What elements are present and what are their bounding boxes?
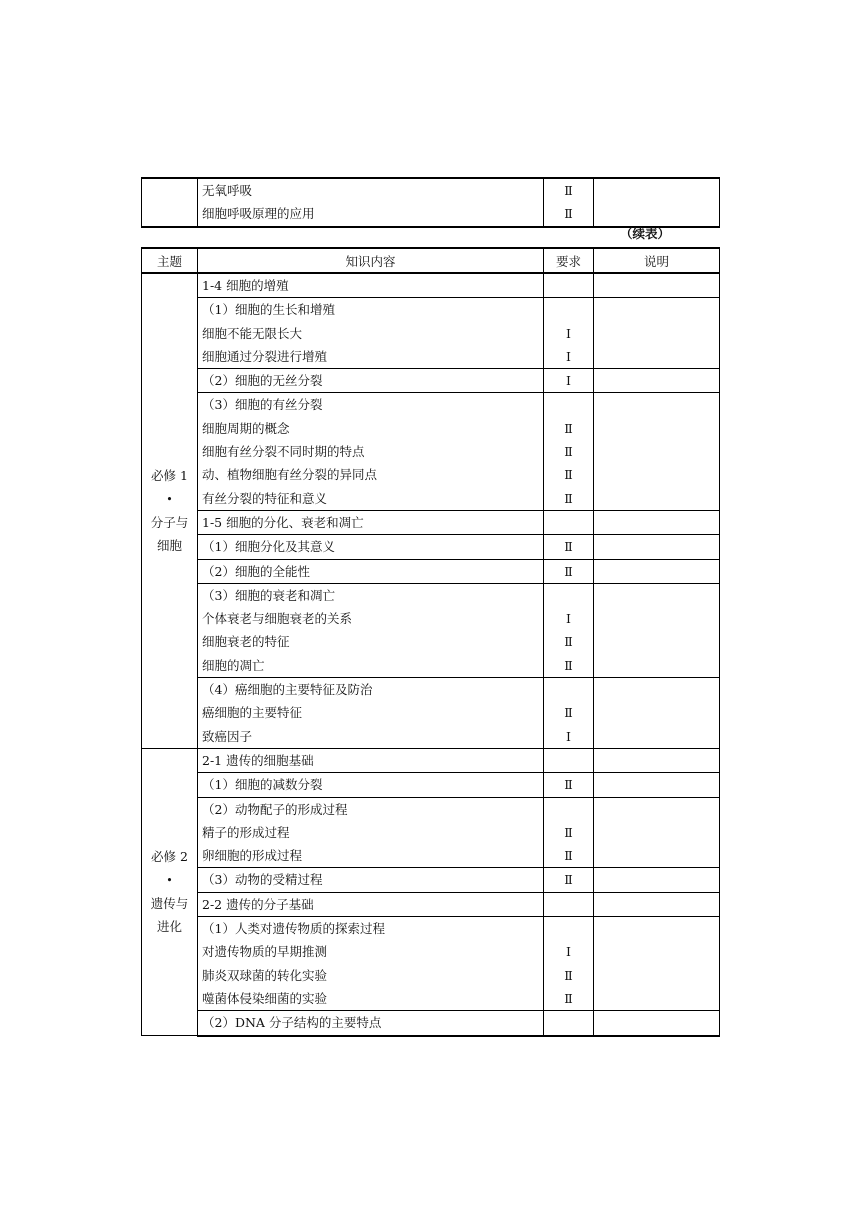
content-line: 细胞呼吸原理的应用: [202, 206, 315, 222]
content-line: （2）DNA 分子结构的主要特点: [202, 1015, 382, 1031]
note-cell: [594, 678, 720, 749]
req-cell: [544, 535, 594, 559]
content-line: （1）细胞的减数分裂: [202, 777, 323, 793]
table-row: [142, 868, 720, 892]
note-cell: [594, 583, 720, 677]
content-line: 细胞通过分裂进行增殖: [202, 348, 328, 364]
topic-line: 遗传与: [150, 895, 189, 911]
req-cell: [544, 583, 594, 677]
header-note: 说明: [594, 248, 720, 273]
req-line: [548, 274, 589, 297]
topic-cell: [142, 748, 198, 1035]
content-cell: [198, 369, 544, 393]
req-cell: [544, 298, 594, 369]
table-row: [142, 510, 720, 534]
content-cell: [198, 678, 544, 749]
topic-line: 分子与: [150, 514, 189, 530]
content-cell: [198, 773, 544, 797]
note-cell: [594, 797, 720, 868]
content-line: （4）癌细胞的主要特征及防治: [202, 682, 373, 698]
req-cell: [544, 773, 594, 797]
req-line: [548, 511, 589, 534]
content-line: （1）细胞的生长和增殖: [202, 302, 335, 318]
content-cell: [198, 535, 544, 559]
req-line: Ⅱ: [564, 539, 573, 555]
req-cell: [544, 1011, 594, 1036]
req-line: Ⅱ: [564, 634, 573, 650]
content-line: （3）细胞的衰老和凋亡: [202, 587, 335, 603]
req-line: Ⅱ: [564, 872, 573, 888]
topic-cell-empty: [142, 178, 198, 227]
req-cell: [544, 510, 594, 534]
table-header-row: [142, 248, 720, 273]
content-cell: [198, 748, 544, 772]
content-cell: [198, 298, 544, 369]
content-line: （3）动物的受精过程: [202, 872, 323, 888]
req-line: Ⅱ: [564, 848, 573, 864]
req-line: Ⅱ: [564, 967, 573, 983]
req-cell: [544, 868, 594, 892]
content-line: 噬菌体侵染细菌的实验: [202, 990, 328, 1006]
header-content: 知识内容: [198, 248, 544, 273]
content-line: （2）细胞的全能性: [202, 563, 310, 579]
content-line: （3）细胞的有丝分裂: [202, 397, 323, 413]
req-line: [548, 798, 589, 821]
content-cell: [198, 178, 544, 227]
content-line: （1）人类对遗传物质的探索过程: [202, 921, 385, 937]
req-line: Ⅱ: [564, 420, 573, 436]
content-line: 精子的形成过程: [202, 824, 290, 840]
content-line: 个体衰老与细胞衰老的关系: [202, 611, 353, 627]
header-topic: 主题: [142, 248, 198, 273]
content-cell: [198, 1011, 544, 1036]
content-line: 肺炎双球菌的转化实验: [202, 967, 328, 983]
req-line: Ⅱ: [564, 657, 573, 673]
content-line: 致癌因子: [202, 728, 253, 744]
content-line: 1-5 细胞的分化、衰老和凋亡: [202, 514, 364, 530]
table-row: [142, 369, 720, 393]
req-cell: [544, 748, 594, 772]
note-cell: [594, 298, 720, 369]
content-line: 无氧呼吸: [202, 183, 253, 198]
table-row: [142, 1011, 720, 1036]
req-cell: [544, 559, 594, 583]
content-line: 动、植物细胞有丝分裂的异同点: [202, 467, 378, 483]
req-line: Ⅰ: [566, 611, 571, 627]
table-row: [142, 559, 720, 583]
note-cell: [594, 178, 720, 227]
table-row: [142, 678, 720, 749]
content-line: 2-2 遗传的分子基础: [202, 896, 314, 912]
req-line: Ⅱ: [564, 705, 573, 721]
topic-line: 进化: [156, 919, 182, 935]
content-line: 有丝分裂的特征和意义: [202, 490, 328, 506]
content-line: 细胞有丝分裂不同时期的特点: [202, 444, 365, 460]
note-cell: [594, 917, 720, 1011]
continued-label: （续表）: [620, 226, 671, 241]
topic-dot: •: [166, 492, 173, 506]
req-cell: [544, 393, 594, 510]
content-line: 对遗传物质的早期推测: [202, 944, 328, 960]
topic-dot: •: [166, 873, 173, 887]
content-line: 细胞的凋亡: [202, 657, 265, 673]
content-line: 细胞周期的概念: [202, 420, 290, 436]
req-line: Ⅱ: [564, 990, 573, 1006]
table-row: [142, 393, 720, 510]
content-line: 癌细胞的主要特征: [202, 705, 303, 721]
req-line: Ⅰ: [566, 728, 571, 744]
note-cell: [594, 868, 720, 892]
req-line: Ⅰ: [566, 348, 571, 364]
content-line: 细胞衰老的特征: [202, 634, 290, 650]
table-row: [142, 892, 720, 916]
req-line: Ⅱ: [564, 183, 573, 198]
content-cell: [198, 583, 544, 677]
content-line: （2）细胞的无丝分裂: [202, 373, 323, 389]
content-cell: [198, 797, 544, 868]
note-cell: [594, 1011, 720, 1036]
table-row: [142, 583, 720, 677]
table-row: [142, 273, 720, 298]
topic-cell: [142, 273, 198, 748]
req-cell: [544, 369, 594, 393]
req-line: [548, 749, 589, 772]
req-line: Ⅱ: [564, 206, 573, 222]
req-cell: [544, 178, 594, 227]
content-cell: [198, 273, 544, 298]
note-cell: [594, 510, 720, 534]
topic-line: 必修 2: [151, 849, 188, 865]
topic-line: 细胞: [156, 538, 182, 554]
req-cell: [544, 892, 594, 916]
table-row: [142, 917, 720, 1011]
content-line: 卵细胞的形成过程: [202, 848, 303, 864]
req-line: [548, 584, 589, 607]
table-row: [142, 178, 720, 227]
req-line: [548, 893, 589, 916]
topic-line: 必修 1: [151, 468, 188, 484]
content-cell: [198, 892, 544, 916]
note-cell: [594, 773, 720, 797]
table-row: [142, 797, 720, 868]
content-cell: [198, 868, 544, 892]
content-line: （1）细胞分化及其意义: [202, 539, 335, 555]
req-line: Ⅰ: [566, 373, 571, 389]
note-cell: [594, 892, 720, 916]
content-cell: [198, 917, 544, 1011]
note-cell: [594, 369, 720, 393]
req-line: [548, 678, 589, 701]
knowledge-table: [141, 247, 720, 1037]
note-cell: [594, 393, 720, 510]
req-cell: [544, 797, 594, 868]
req-line: Ⅱ: [564, 563, 573, 579]
table-row: [142, 748, 720, 772]
note-cell: [594, 273, 720, 298]
content-cell: [198, 510, 544, 534]
previous-table-tail: [141, 177, 720, 228]
req-line: [548, 393, 589, 416]
content-cell: [198, 393, 544, 510]
table-row: [142, 535, 720, 559]
req-line: Ⅱ: [564, 824, 573, 840]
req-line: Ⅰ: [566, 325, 571, 341]
req-line: Ⅱ: [564, 777, 573, 793]
req-line: [548, 1011, 589, 1034]
req-line: Ⅱ: [564, 490, 573, 506]
req-cell: [544, 678, 594, 749]
req-line: Ⅰ: [566, 944, 571, 960]
req-line: [548, 298, 589, 321]
content-cell: [198, 559, 544, 583]
req-line: Ⅱ: [564, 467, 573, 483]
content-line: 细胞不能无限长大: [202, 325, 303, 341]
content-line: 2-1 遗传的细胞基础: [202, 752, 314, 768]
note-cell: [594, 535, 720, 559]
note-cell: [594, 559, 720, 583]
table-row: [142, 773, 720, 797]
table-row: [142, 298, 720, 369]
note-cell: [594, 748, 720, 772]
header-req: 要求: [544, 248, 594, 273]
req-line: [548, 917, 589, 940]
content-line: 1-4 细胞的增殖: [202, 278, 289, 293]
req-cell: [544, 917, 594, 1011]
content-line: （2）动物配子的形成过程: [202, 801, 348, 817]
req-cell: [544, 273, 594, 298]
req-line: Ⅱ: [564, 444, 573, 460]
